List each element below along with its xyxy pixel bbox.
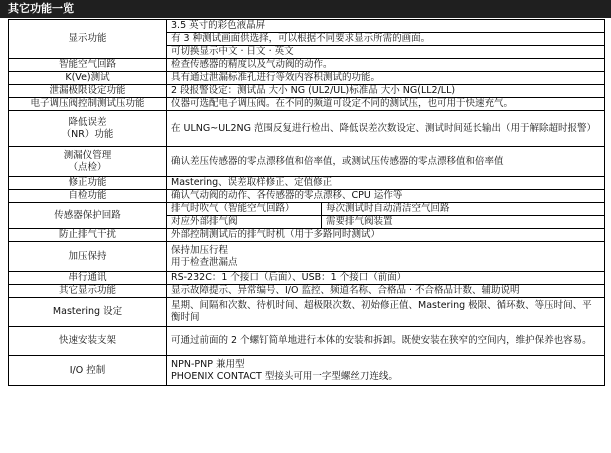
- feature-name: [9, 111, 167, 147]
- table-row: [9, 98, 605, 111]
- feature-desc: 仪器可选配电子调压阀。在不同的频道可设定不同的测试压，也可用于快速充气。: [167, 98, 605, 111]
- feature-desc: 星期、间隔和次数、待机时间、超极限次数、初始修正值、Mastering 极限、循环数、等压时间、平衡时间: [167, 298, 605, 327]
- table-row: [9, 147, 605, 177]
- feature-name: 修正功能: [9, 177, 167, 190]
- table-row: [9, 72, 605, 85]
- feature-desc: 确认差压传感器的零点漂移值和倍率值，或测试压传感器的零点漂移值和倍率值: [167, 147, 605, 177]
- feature-name-line: （NR）功能: [61, 128, 114, 140]
- feature-desc: RS-232C：1 个接口（后面）、USB：1 个接口（前面）: [167, 272, 605, 285]
- table-row: [9, 327, 605, 356]
- feature-name: 自检功能: [9, 190, 167, 203]
- feature-desc-line: 用于检查泄漏点: [171, 256, 238, 268]
- feature-desc: 3.5 英寸的彩色液晶屏: [167, 20, 605, 33]
- table-row: [9, 356, 605, 386]
- feature-desc: 可切换显示中文 · 日文 · 英文: [167, 46, 605, 59]
- table-row: [9, 190, 605, 203]
- table-row: [9, 203, 605, 216]
- feature-desc: 外部控制测试后的排气时机（用于多路同时测试）: [167, 229, 605, 242]
- feature-desc: 排气时吹气（智能空气回路）: [167, 203, 322, 216]
- feature-desc: 确认气动阀的动作、各传感器的零点漂移、CPU 运作等: [167, 190, 605, 203]
- feature-name: [9, 147, 167, 177]
- feature-name: 其它显示功能: [9, 285, 167, 298]
- feature-desc: 2 段报警设定：测试品 大小 NG (UL2/UL)标准品 大小 NG(LL2/LL): [167, 85, 605, 98]
- feature-desc: 可通过前面的 2 个螺钉简单地进行本体的安装和拆卸。既使安装在狭窄的空间内，维护保养也容易。: [167, 327, 605, 356]
- feature-name: 防止排气干扰: [9, 229, 167, 242]
- feature-name: K(Ve)测试: [9, 72, 167, 85]
- table-row: [9, 111, 605, 147]
- feature-name: 传感器保护回路: [9, 203, 167, 229]
- table-row: [9, 85, 605, 98]
- section-title: 其它功能一览: [8, 2, 74, 15]
- feature-name-line: （点检）: [68, 161, 107, 173]
- feature-name: I/O 控制: [9, 356, 167, 386]
- feature-desc: [167, 242, 605, 272]
- feature-name-line: 测漏仪管理: [63, 149, 112, 161]
- feature-desc-line: 保持加压行程: [171, 244, 229, 256]
- feature-desc: 检查传感器的精度以及气动阀的动作。: [167, 59, 605, 72]
- table-row: [9, 272, 605, 285]
- feature-desc: 具有通过泄漏标准孔进行等效内容积测试的功能。: [167, 72, 605, 85]
- feature-name: 串行通讯: [9, 272, 167, 285]
- feature-name: 加压保持: [9, 242, 167, 272]
- table-row: [9, 59, 605, 72]
- table-row: [9, 20, 605, 33]
- table-row: [9, 242, 605, 272]
- feature-desc-line: PHOENIX CONTACT 型接头可用一字型螺丝刀连线。: [171, 370, 398, 382]
- feature-desc: Mastering、误差取样修正、定值修正: [167, 177, 605, 190]
- feature-desc: 对应外部排气阀: [167, 216, 322, 229]
- feature-name: 智能空气回路: [9, 59, 167, 72]
- feature-desc: 在 ULNG~UL2NG 范围反复进行检出、降低误差次数设定、测试时间延长输出（用于解除超时报警）: [167, 111, 605, 147]
- feature-name: 泄漏极限设定功能: [9, 85, 167, 98]
- feature-name-line: 降低误差: [68, 116, 107, 128]
- table-row: [9, 229, 605, 242]
- table-row: [9, 177, 605, 190]
- feature-desc: [167, 356, 605, 386]
- feature-name: 电子调压阀控制测试压功能: [9, 98, 167, 111]
- feature-desc-line: NPN-PNP 兼用型: [171, 358, 245, 370]
- feature-desc: 每次测试时自动清洁空气回路: [322, 203, 605, 216]
- feature-table: [8, 19, 605, 386]
- feature-name: Mastering 设定: [9, 298, 167, 327]
- section-header-bar: [0, 0, 611, 18]
- feature-desc: 有 3 种测试画面供选择，可以根据不同要求显示所需的画面。: [167, 33, 605, 46]
- table-row: [9, 298, 605, 327]
- feature-name: 显示功能: [9, 20, 167, 59]
- feature-name: 快速安装支架: [9, 327, 167, 356]
- feature-desc: 需要排气阀装置: [322, 216, 605, 229]
- table-row: [9, 285, 605, 298]
- feature-desc: 显示故障提示、异常编号、I/O 监控、频道名称、合格品 · 不合格品计数、辅助说明: [167, 285, 605, 298]
